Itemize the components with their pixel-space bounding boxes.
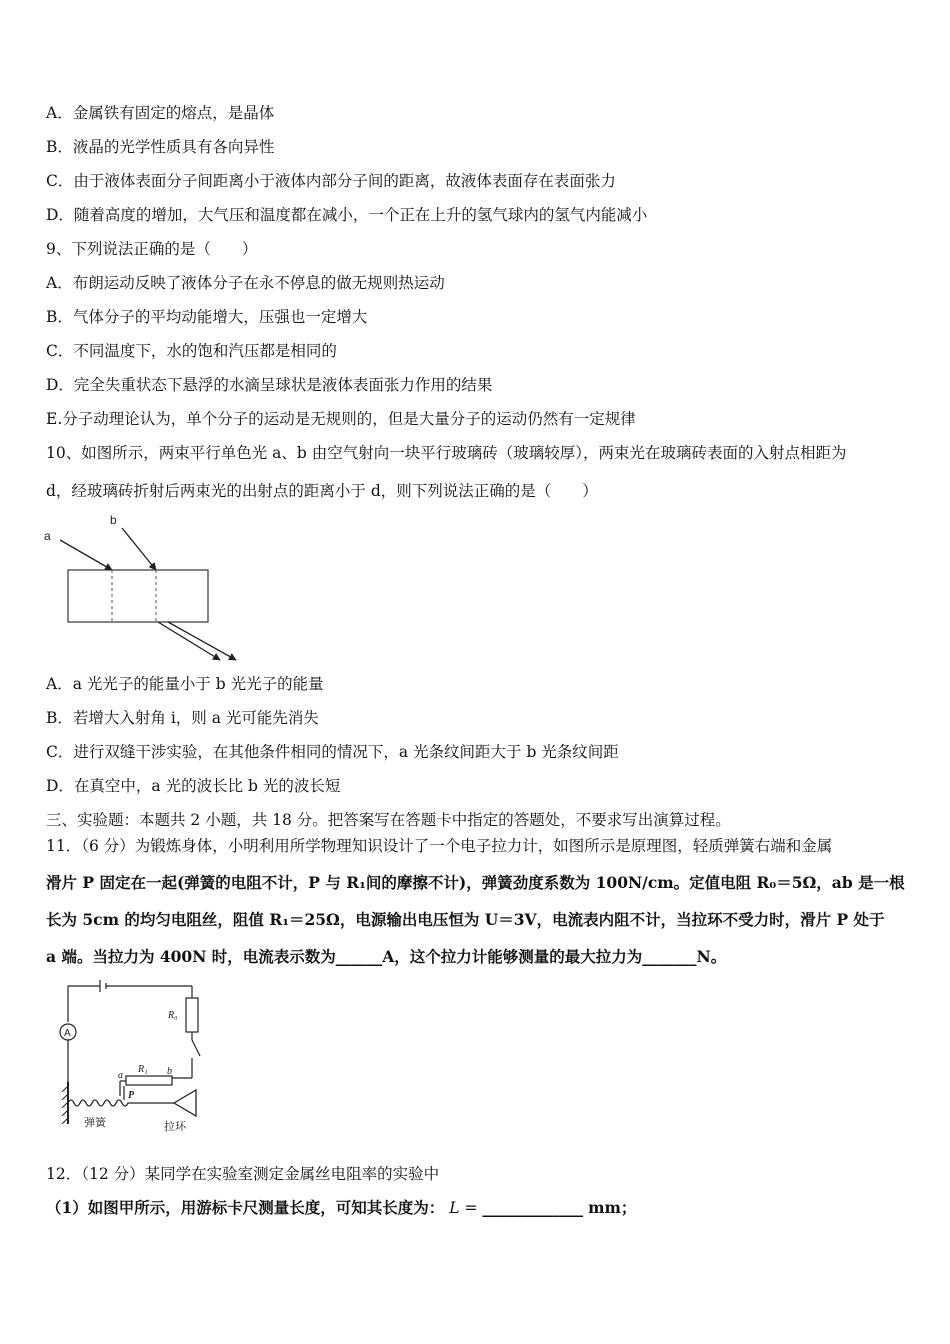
q10-option-c: C．进行双缝干涉实验，在其他条件相同的情况下，a 光条纹间距大于 b 光条纹间距 [46,743,619,761]
q10-stem-line1: 10、如图所示，两束平行单色光 a、b 由空气射向一块平行玻璃砖（玻璃较厚），两束光在玻璃砖表面的入射点相距为 [46,444,847,462]
spring [68,1100,136,1106]
q10-stem-line2: d，经玻璃砖折射后两束光的出射点的距离小于 d，则下列说法正确的是（ ） [46,482,598,500]
p-label: P [128,1090,135,1101]
q10-option-d: D．在真空中，a 光的波长比 b 光的波长短 [46,777,341,795]
section-3-heading: 三、实验题：本题共 2 小题，共 18 分。把答案写在答题卡中指定的答题处，不要求写出演算过程。 [46,811,731,829]
switch [192,1040,200,1056]
q11-line3: 长为 5cm 的均匀电阻丝，阻值 R₁＝25Ω，电源输出电压恒为 U＝3V，电流表内阻不计，当拉环不受力时，滑片 P 处于 [46,910,885,929]
spring-label: 弹簧 [84,1116,106,1129]
b-label: b [167,1066,172,1077]
q10-option-a: A．a 光光子的能量小于 b 光光子的能量 [46,675,324,693]
resistor-r1 [126,1076,172,1085]
q9-option-e: E.分子动理论认为，单个分子的运动是无规则的，但是大量分子的运动仍然有一定规律 [46,410,636,428]
q12-sub1 [46,1198,636,1218]
ray-b-emergent [168,622,236,660]
ammeter-label: A [64,1028,71,1039]
a-label: a [118,1070,123,1081]
q12-stem: 12．（12 分）某同学在实验室测定金属丝电阻率的实验中 [46,1165,440,1183]
circuit-figure [40,978,240,1138]
ring-label: 拉环 [164,1120,186,1133]
q9-option-a: A．布朗运动反映了液体分子在永不停息的做无规则热运动 [46,274,445,292]
r1-label: R₁ [138,1064,148,1075]
q12-sub1-unit: mm； [588,1198,637,1217]
q8-option-c: C．由于液体表面分子间距离小于液体内部分子间的距离，故液体表面存在表面张力 [46,172,616,190]
q8-option-b: B．液晶的光学性质具有各向异性 [46,138,275,156]
resistor-r0 [186,998,198,1032]
q12-sub1-var: L = [449,1199,478,1217]
ray-label-a: a [44,529,51,543]
q11-line4: a 端。当拉力为 400N 时，电流表示数为______A，这个拉力计能够测量的最大拉力为_______N。 [46,947,727,966]
r0-label: R₀ [168,1010,178,1021]
q8-option-a: A．金属铁有固定的熔点，是晶体 [46,104,275,122]
ray-b-incident [122,528,156,570]
q11-line1: 11．（6 分）为锻炼身体，小明利用所学物理知识设计了一个电子拉力计，如图所示是原理图，轻质弹簧右端和金属 [46,837,833,855]
q12-sub1-blank: _____________ [482,1198,584,1217]
q9-option-c: C．不同温度下，水的饱和汽压都是相同的 [46,342,337,360]
q9-option-b: B．气体分子的平均动能增大，压强也一定增大 [46,308,368,326]
ray-a-incident [60,540,112,570]
q10-option-b: B．若增大入射角 i，则 a 光可能先消失 [46,709,319,727]
q9-stem: 9、下列说法正确的是（ ） [46,240,258,258]
q9-option-d: D．完全失重状态下悬浮的水滴呈球状是液体表面张力作用的结果 [46,376,493,394]
glass-slab-figure [40,510,280,670]
ray-a-emergent [158,622,220,660]
q11-line2: 滑片 P 固定在一起(弹簧的电阻不计，P 与 R₁间的摩擦不计)，弹簧劲度系数为 100N/cm。定值电阻 R₀＝5Ω，ab 是一根 [46,873,905,892]
q12-sub1-prefix: （1）如图甲所示，用游标卡尺测量长度，可知其长度为： [46,1198,445,1217]
q8-option-d: D．随着高度的增加，大气压和温度都在减小，一个正在上升的氢气球内的氢气内能减小 [46,206,648,224]
ray-label-b: b [110,513,117,527]
glass-slab [68,570,208,622]
pull-ring [174,1090,196,1116]
